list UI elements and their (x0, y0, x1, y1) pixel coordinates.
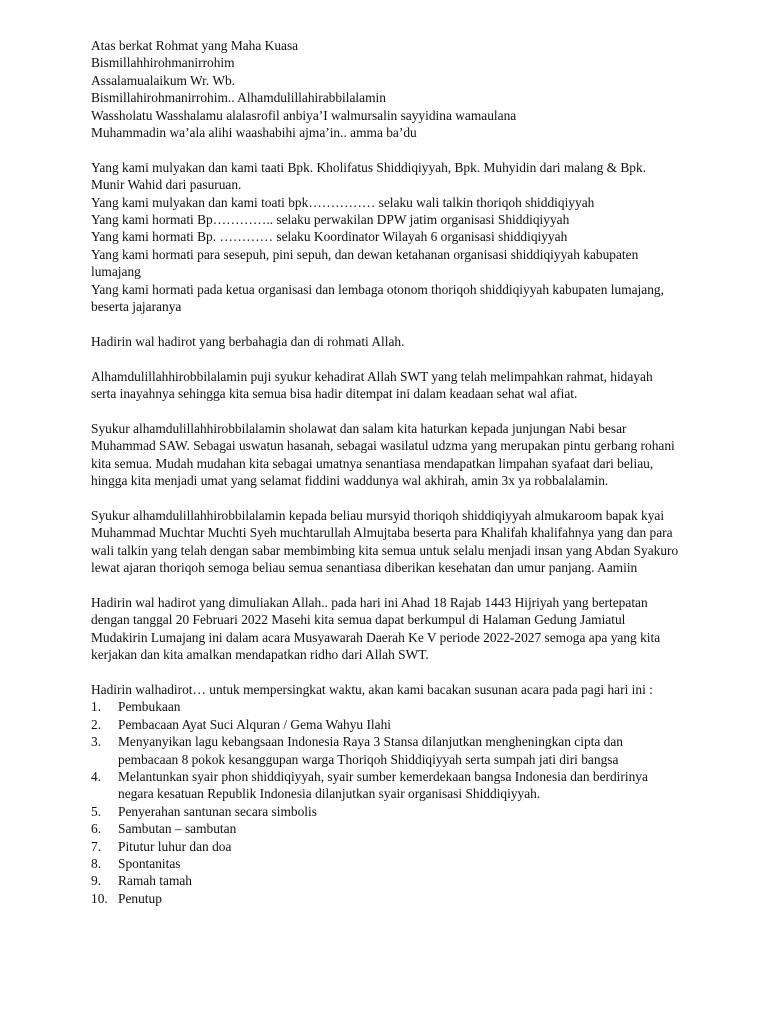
agenda-item-text: Penutup (118, 890, 162, 906)
agenda-item (91, 716, 681, 733)
spacer (91, 350, 681, 367)
agenda-item-number: 7. (91, 838, 102, 854)
opening-line: Wassholatu Wasshalamu alalasrofil anbiya’I walmursalin sayyidina wamaulana (91, 107, 517, 123)
opening-line: Bismillahhirohmanirrohim (91, 55, 235, 71)
paragraph: Syukur alhamdulillahhirobbilalamin kepada beliau mursyid thoriqoh shiddiqiyyah almukaroom bapak kyai Muhammad Muchtar Muchti Syeh muchtarullah Almujtaba beserta para Khalifah khalifahnya yang dan para wali talkin yang telah dengan sabar membimbing kita semua untuk selalu menjadi insan yang Abdan Syakuro lewat ajaran thoriqoh semoga beliau semua senantiasa diberikan kesehatan dan umur panjang. Aamiin (91, 507, 679, 576)
greeting-line: Yang kami hormati para sesepuh, pini sepuh, dan dewan ketahanan organisasi shiddiqiyyah kabupaten lumajang (91, 246, 639, 280)
agenda-item-number: 6. (91, 821, 102, 837)
agenda-item-number: 4. (91, 768, 102, 784)
opening-block (91, 37, 681, 141)
agenda-item-number: 5. (91, 803, 102, 819)
agenda-item-number: 1. (91, 699, 102, 715)
agenda-item (91, 890, 681, 907)
spacer (91, 315, 681, 332)
agenda-item-number: 10. (91, 890, 108, 906)
agenda-item-text: Pitutur luhur dan doa (118, 838, 232, 854)
opening-line: Atas berkat Rohmat yang Maha Kuasa (91, 38, 299, 53)
greeting-line: Yang kami mulyakan dan kami toati bpk…………… selaku wali talkin thoriqoh shiddiqiyyah (91, 194, 595, 210)
document-body (91, 37, 681, 907)
opening-line: Bismillahirohmanirrohim.. Alhamdulillahirabbilalamin (91, 90, 386, 106)
paragraph: Syukur alhamdulillahhirobbilalamin sholawat dan salam kita haturkan kepada junjungan Nabi besar Muhammad SAW. Sebagai uswatun hasanah, sebagai wasilatul udzma yang merupakan pintu gerbang rohani kita semua. Mudah mudahan kita sebagai umatnya senantiasa mendapatkan limpahan syafaat dari beliau, hingga kita menjadi umat yang selamat fiddini waddunya wal akhirah, amin 3x ya robbalalamin. (91, 420, 675, 489)
greeting-line: Yang kami mulyakan dan kami taati Bpk. Kholifatus Shiddiqiyyah, Bpk. Muhyidin dari malang & Bpk. Munir Wahid dari pasuruan. (91, 159, 647, 193)
agenda-item-text: Spontanitas (118, 855, 181, 871)
opening-line: Assalamualaikum Wr. Wb. (91, 72, 236, 88)
agenda-item (91, 803, 681, 820)
agenda-item (91, 838, 681, 855)
spacer (91, 664, 681, 681)
agenda-item-number: 9. (91, 873, 102, 889)
agenda-item-text: Pembukaan (118, 699, 181, 715)
spacer (91, 141, 681, 158)
agenda-item-number: 8. (91, 855, 102, 871)
greeting-line: Yang kami hormati Bp. ………… selaku Koordinator Wilayah 6 organisasi shiddiqiyyah (91, 229, 568, 245)
agenda-item-text: Melantunkan syair phon shiddiqiyyah, syair sumber kemerdekaan bangsa Indonesia dan berdirinya negara kesatuan Republik Indonesia dilanjutkan syair organisasi Shiddiqiyyah. (118, 768, 648, 802)
paragraph: Alhamdulillahhirobbilalamin puji syukur kehadirat Allah SWT yang telah melimpahkan rahmat, hidayah serta inayahnya sehingga kita semua bisa hadir ditempat ini dalam keadaan sehat wal afiat. (91, 368, 653, 402)
agenda-intro: Hadirin walhadirot… untuk mempersingkat waktu, akan kami bacakan susunan acara pada pagi hari ini : (91, 681, 653, 697)
agenda-item-text: Ramah tamah (118, 873, 192, 889)
greeting-line: Yang kami hormati Bp………….. selaku perwakilan DPW jatim organisasi Shiddiqiyyah (91, 212, 570, 228)
agenda-item-text: Sambutan – sambutan (118, 821, 237, 837)
agenda-item (91, 733, 681, 768)
agenda-item-number: 2. (91, 716, 102, 732)
paragraph: Hadirin wal hadirot yang berbahagia dan di rohmati Allah. (91, 333, 405, 349)
spacer (91, 577, 681, 594)
agenda-item (91, 872, 681, 889)
greetings-block (91, 159, 681, 316)
agenda-item (91, 820, 681, 837)
agenda-item-text: Menyanyikan lagu kebangsaan Indonesia Raya 3 Stansa dilanjutkan mengheningkan cipta dan pembacaan 8 pokok kesanggupan warga Thoriqoh Shiddiqiyyah serta sumpah jati diri bangsa (118, 734, 623, 767)
spacer (91, 490, 681, 507)
greeting-line: Yang kami hormati pada ketua organisasi dan lembaga otonom thoriqoh shiddiqiyyah kabupaten lumajang, beserta jajaranya (91, 281, 664, 315)
agenda-list (91, 698, 681, 907)
agenda-item (91, 698, 681, 715)
agenda-item-number: 3. (91, 734, 102, 750)
agenda-item (91, 855, 681, 872)
agenda-item-text: Penyerahan santunan secara simbolis (118, 803, 317, 819)
agenda-item (91, 768, 681, 803)
spacer (91, 402, 681, 419)
opening-line: Muhammadin wa’ala alihi waashabihi ajma’in.. amma ba’du (91, 125, 417, 141)
paragraph: Hadirin wal hadirot yang dimuliakan Allah.. pada hari ini Ahad 18 Rajab 1443 Hijriyah yang bertepatan dengan tanggal 20 Februari 2022 Masehi kita semua dapat berkumpul di Halaman Gedung Jamiatul Mudakirin Lumajang ini dalam acara Musyawarah Daerah Ke V periode 2022-2027 semoga apa yang kita kerjakan dan kita amalkan mendapatkan ridho dari Allah SWT. (91, 594, 661, 663)
agenda-item-text: Pembacaan Ayat Suci Alquran / Gema Wahyu Ilahi (118, 716, 391, 732)
